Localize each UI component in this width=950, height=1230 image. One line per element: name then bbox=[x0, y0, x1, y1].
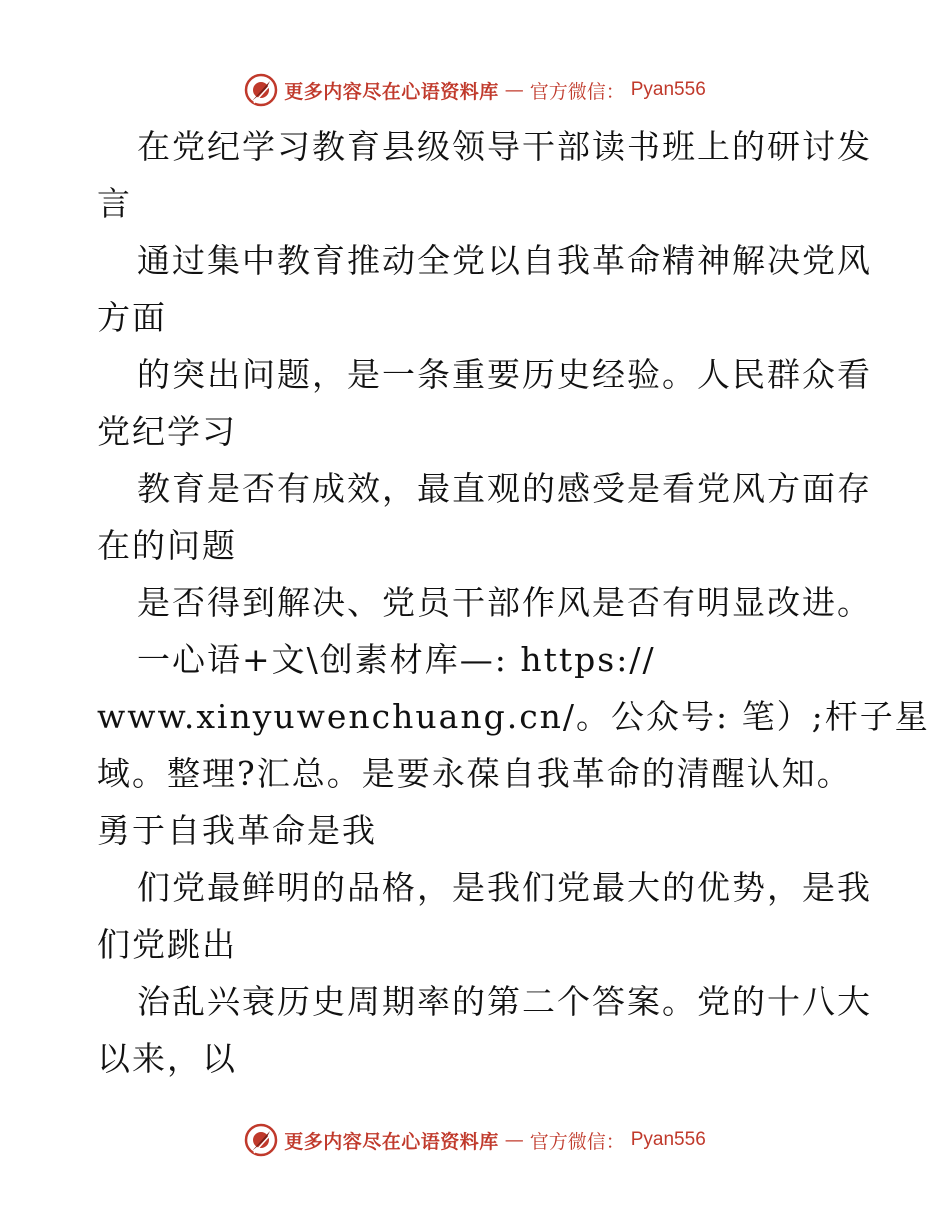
header-banner bbox=[0, 70, 950, 110]
text-line: 们党最鲜明的品格，是我们党最大的优势，是我 bbox=[137, 868, 872, 907]
text-line: 勇于自我革命是我 bbox=[97, 811, 377, 850]
footer-wechat-id: Pyan556 bbox=[630, 1129, 706, 1150]
document-body bbox=[97, 118, 930, 1087]
footer-separator: — bbox=[504, 1129, 524, 1151]
text-line: 们党跳出 bbox=[97, 925, 237, 964]
footer-brand-text: 更多内容尽在心语资料库 bbox=[284, 1130, 499, 1153]
text-line: 在的问题 bbox=[97, 526, 237, 565]
text-line: 一心语+文\创素材库—: https:// bbox=[137, 640, 656, 679]
header-wechat-label: 官方微信： bbox=[529, 80, 625, 103]
header-separator: — bbox=[504, 79, 524, 101]
text-line: www.xinyuwenchuang.cn/。公众号: 笔）;杆子星 bbox=[97, 697, 930, 736]
header-brand-text: 更多内容尽在心语资料库 bbox=[284, 80, 499, 103]
text-line: 言 bbox=[97, 184, 132, 223]
text-line: 教育是否有成效，最直观的感受是看党风方面存 bbox=[137, 469, 872, 508]
footer-banner bbox=[0, 1120, 950, 1160]
text-line: 以来，以 bbox=[97, 1039, 237, 1078]
text-line: 通过集中教育推动全党以自我革命精神解决党风 bbox=[137, 241, 872, 280]
text-line: 方面 bbox=[97, 298, 167, 337]
text-line: 是否得到解决、党员干部作风是否有明显改进。 bbox=[137, 583, 872, 622]
text-line: 治乱兴衰历史周期率的第二个答案。党的十八大 bbox=[137, 982, 872, 1021]
footer-wechat-label: 官方微信： bbox=[529, 1130, 625, 1153]
text-line: 在党纪学习教育县级领导干部读书班上的研讨发 bbox=[137, 127, 872, 166]
text-line: 域。整理?汇总。是要永葆自我革命的清醒认知。 bbox=[97, 754, 852, 793]
header-wechat-id: Pyan556 bbox=[630, 79, 706, 100]
feather-pen-logo-icon bbox=[244, 1123, 278, 1157]
text-line: 的突出问题，是一条重要历史经验。人民群众看 bbox=[137, 355, 872, 394]
text-line: 党纪学习 bbox=[97, 412, 237, 451]
feather-pen-logo-icon bbox=[244, 73, 278, 107]
